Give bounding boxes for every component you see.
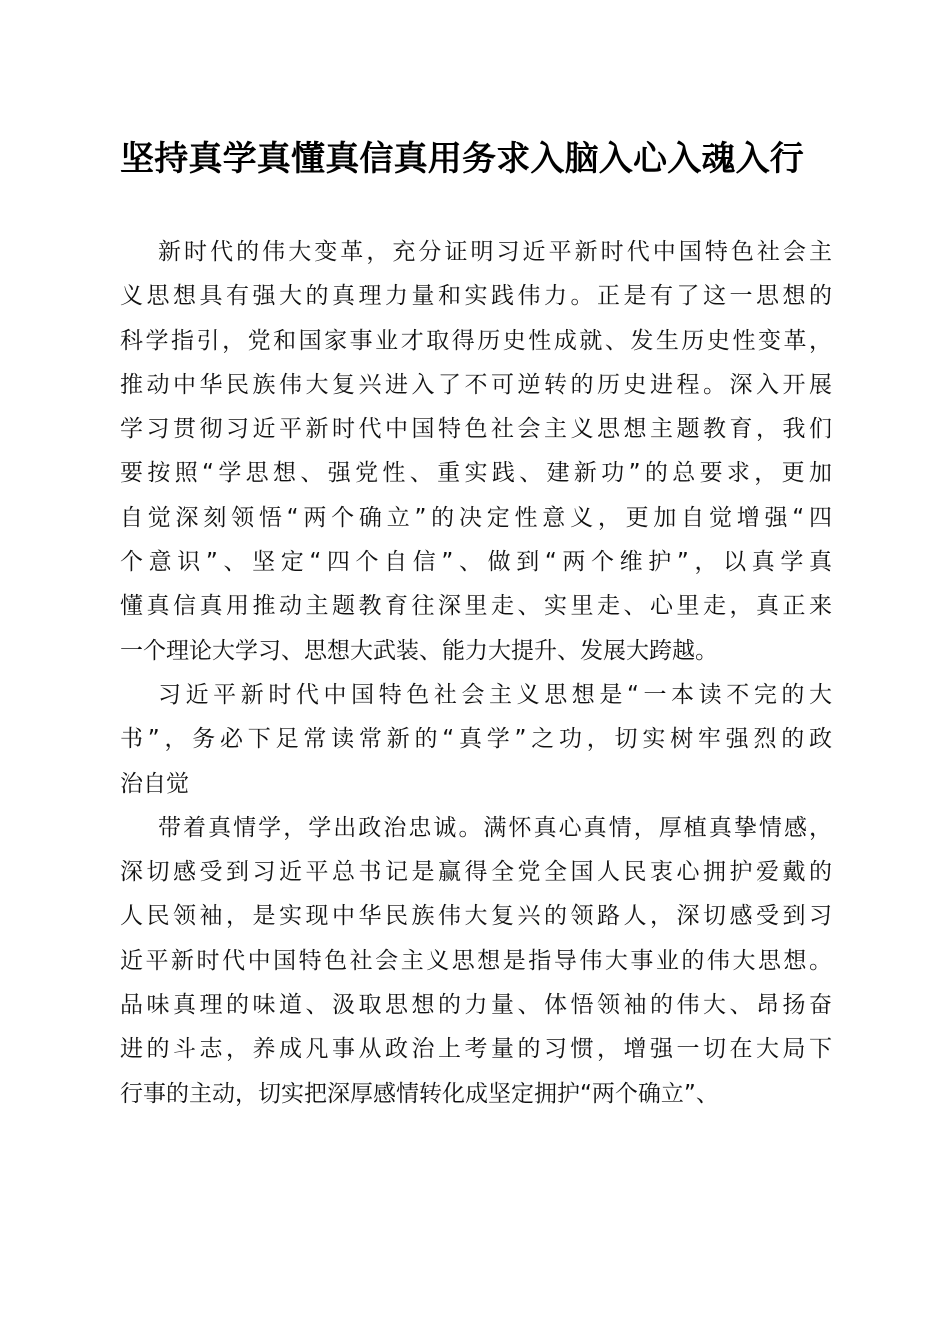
text-line: 人民领袖，是实现中华民族伟大复兴的领路人，深切感受到习 (120, 903, 832, 930)
document-body (120, 230, 832, 1116)
text-line: 品味真理的味道、汲取思想的力量、体悟领袖的伟大、昂扬奋 (120, 992, 832, 1019)
text-line: 深切感受到习近平总书记是赢得全党全国人民衷心拥护爱戴的 (120, 859, 832, 886)
paragraph-2 (120, 673, 832, 806)
text-line: 个意识”、坚定“四个自信”、做到“两个维护”，以真学真 (120, 549, 832, 576)
text-line: 学习贯彻习近平新时代中国特色社会主义思想主题教育，我们 (120, 416, 832, 443)
text-line: 新时代的伟大变革，充分证明习近平新时代中国特色社会主 (158, 239, 832, 265)
text-line: 一个理论大学习、思想大武装、能力大提升、发展大跨越。 (120, 637, 718, 664)
text-line: 要按照“学思想、强党性、重实践、建新功”的总要求，更加 (120, 460, 832, 487)
text-line: 行事的主动，切实把深厚感情转化成坚定拥护“两个确立”、 (120, 1080, 719, 1107)
text-line: 自觉深刻领悟“两个确立”的决定性意义，更加自觉增强“四 (120, 504, 832, 531)
text-line: 近平新时代中国特色社会主义思想是指导伟大事业的伟大思想。 (120, 947, 832, 974)
text-line: 书”，务必下足常读常新的“真学”之功，切实树牢强烈的政 (120, 726, 832, 753)
text-line: 带着真情学，学出政治忠诚。满怀真心真情，厚植真挚情感， (158, 814, 832, 841)
text-line: 义思想具有强大的真理力量和实践伟力。正是有了这一思想的 (120, 283, 832, 310)
text-line: 治自觉 (120, 770, 189, 797)
text-line: 科学指引，党和国家事业才取得历史性成就、发生历史性变革， (120, 327, 832, 354)
paragraph-3 (120, 806, 832, 1116)
text-line: 懂真信真用推动主题教育往深里走、实里走、心里走，真正来 (120, 593, 832, 620)
document-title: 坚持真学真懂真信真用务求入脑入心入魂入行 (120, 139, 804, 179)
text-line: 推动中华民族伟大复兴进入了不可逆转的历史进程。深入开展 (120, 371, 832, 398)
paragraph-1 (120, 230, 832, 673)
text-line: 进的斗志，养成凡事从政治上考量的习惯，增强一切在大局下 (120, 1036, 832, 1063)
text-line: 习近平新时代中国特色社会主义思想是“一本读不完的大 (158, 681, 832, 708)
